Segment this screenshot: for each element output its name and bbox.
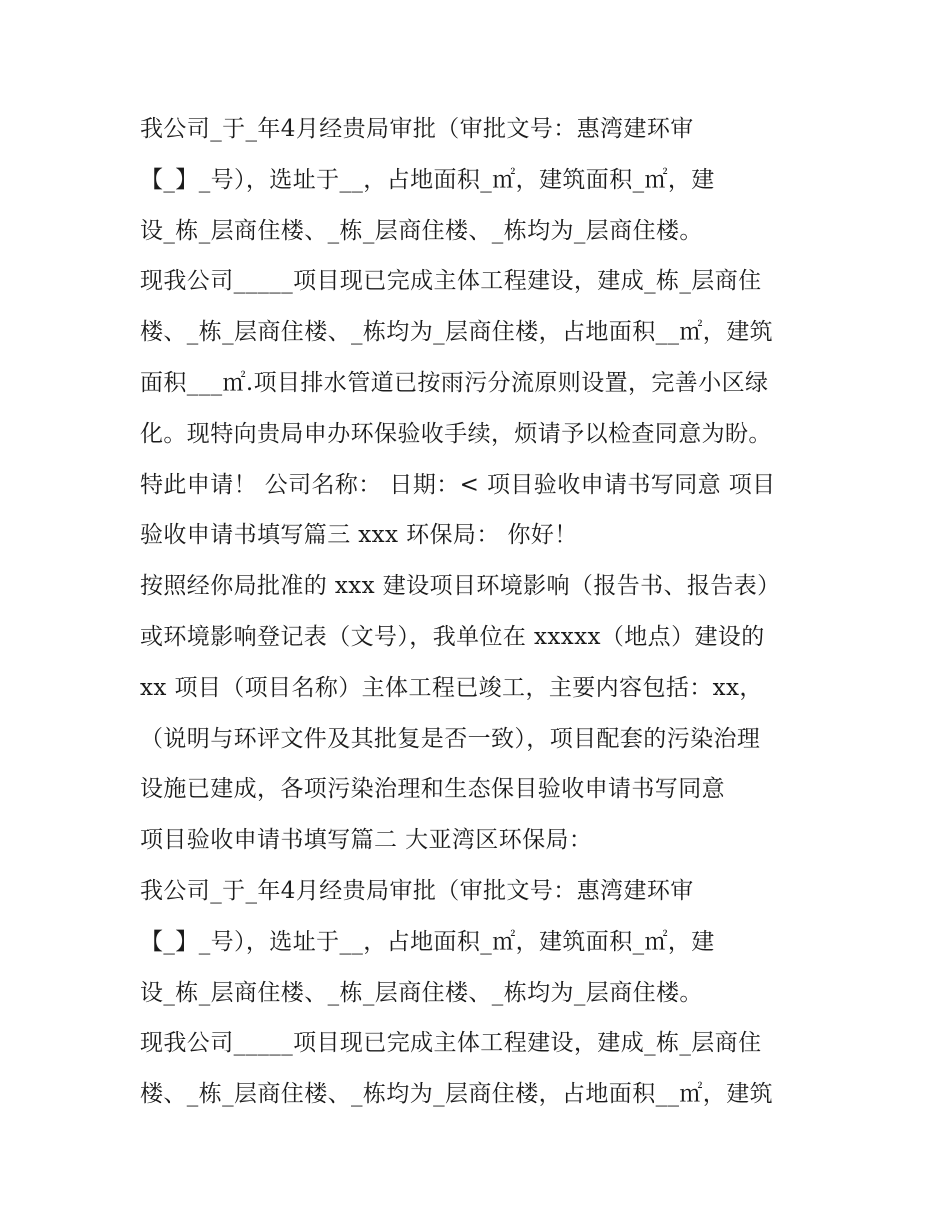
text-line: 验收申请书填写篇三 xxx 环保局： 你好！ — [140, 522, 578, 549]
text-line: 设_栋_层商住楼、_栋_层商住楼、_栋均为_层商住楼。 — [140, 217, 703, 244]
text-line: 楼、_栋_层商住楼、_栋均为_层商住楼，占地面积__㎡，建筑 — [140, 319, 773, 346]
text-line: 现我公司_____项目现已完成主体工程建设，建成_栋_层商住 — [140, 1030, 762, 1057]
text-line: 设_栋_层商住楼、_栋_层商住楼、_栋均为_层商住楼。 — [140, 979, 703, 1006]
text-line: 楼、_栋_层商住楼、_栋均为_层商住楼，占地面积__㎡，建筑 — [140, 1081, 773, 1108]
text-line: 【_】_号），选址于__，占地面积_㎡，建筑面积_㎡，建 — [140, 928, 715, 955]
text-line: 化。现特向贵局申办环保验收手续，烦请予以检查同意为盼。 — [140, 420, 772, 447]
text-line: 特此申请！ 公司名称： 日期：< 项目验收申请书写同意 项目 — [140, 471, 776, 498]
text-line: 现我公司_____项目现已完成主体工程建设，建成_栋_层商住 — [140, 268, 762, 295]
text-line: 项目验收申请书填写篇二 大亚湾区环保局： — [140, 827, 593, 854]
text-line: 按照经你局批准的 xxx 建设项目环境影响（报告书、报告表） — [140, 573, 781, 600]
text-line: 我公司_于_年4月经贵局审批（审批文号：惠湾建环审 — [140, 877, 694, 904]
text-line: 或环境影响登记表（文号），我单位在 xxxxx（地点）建设的 — [140, 623, 765, 650]
text-line: 面积___㎡.项目排水管道已按雨污分流原则设置，完善小区绿 — [140, 369, 769, 396]
text-line: xx 项目（项目名称）主体工程已竣工，主要内容包括：xx， — [140, 674, 763, 701]
text-line: 设施已建成，各项污染治理和生态保目验收申请书写同意 — [140, 776, 725, 803]
text-line: 我公司_于_年4月经贵局审批（审批文号：惠湾建环审 — [140, 116, 694, 142]
text-line: （说明与环评文件及其批复是否一致），项目配套的污染治理 — [140, 725, 761, 752]
text-line: 【_】_号），选址于__，占地面积_㎡，建筑面积_㎡，建 — [140, 166, 715, 193]
document-body — [140, 104, 830, 1120]
